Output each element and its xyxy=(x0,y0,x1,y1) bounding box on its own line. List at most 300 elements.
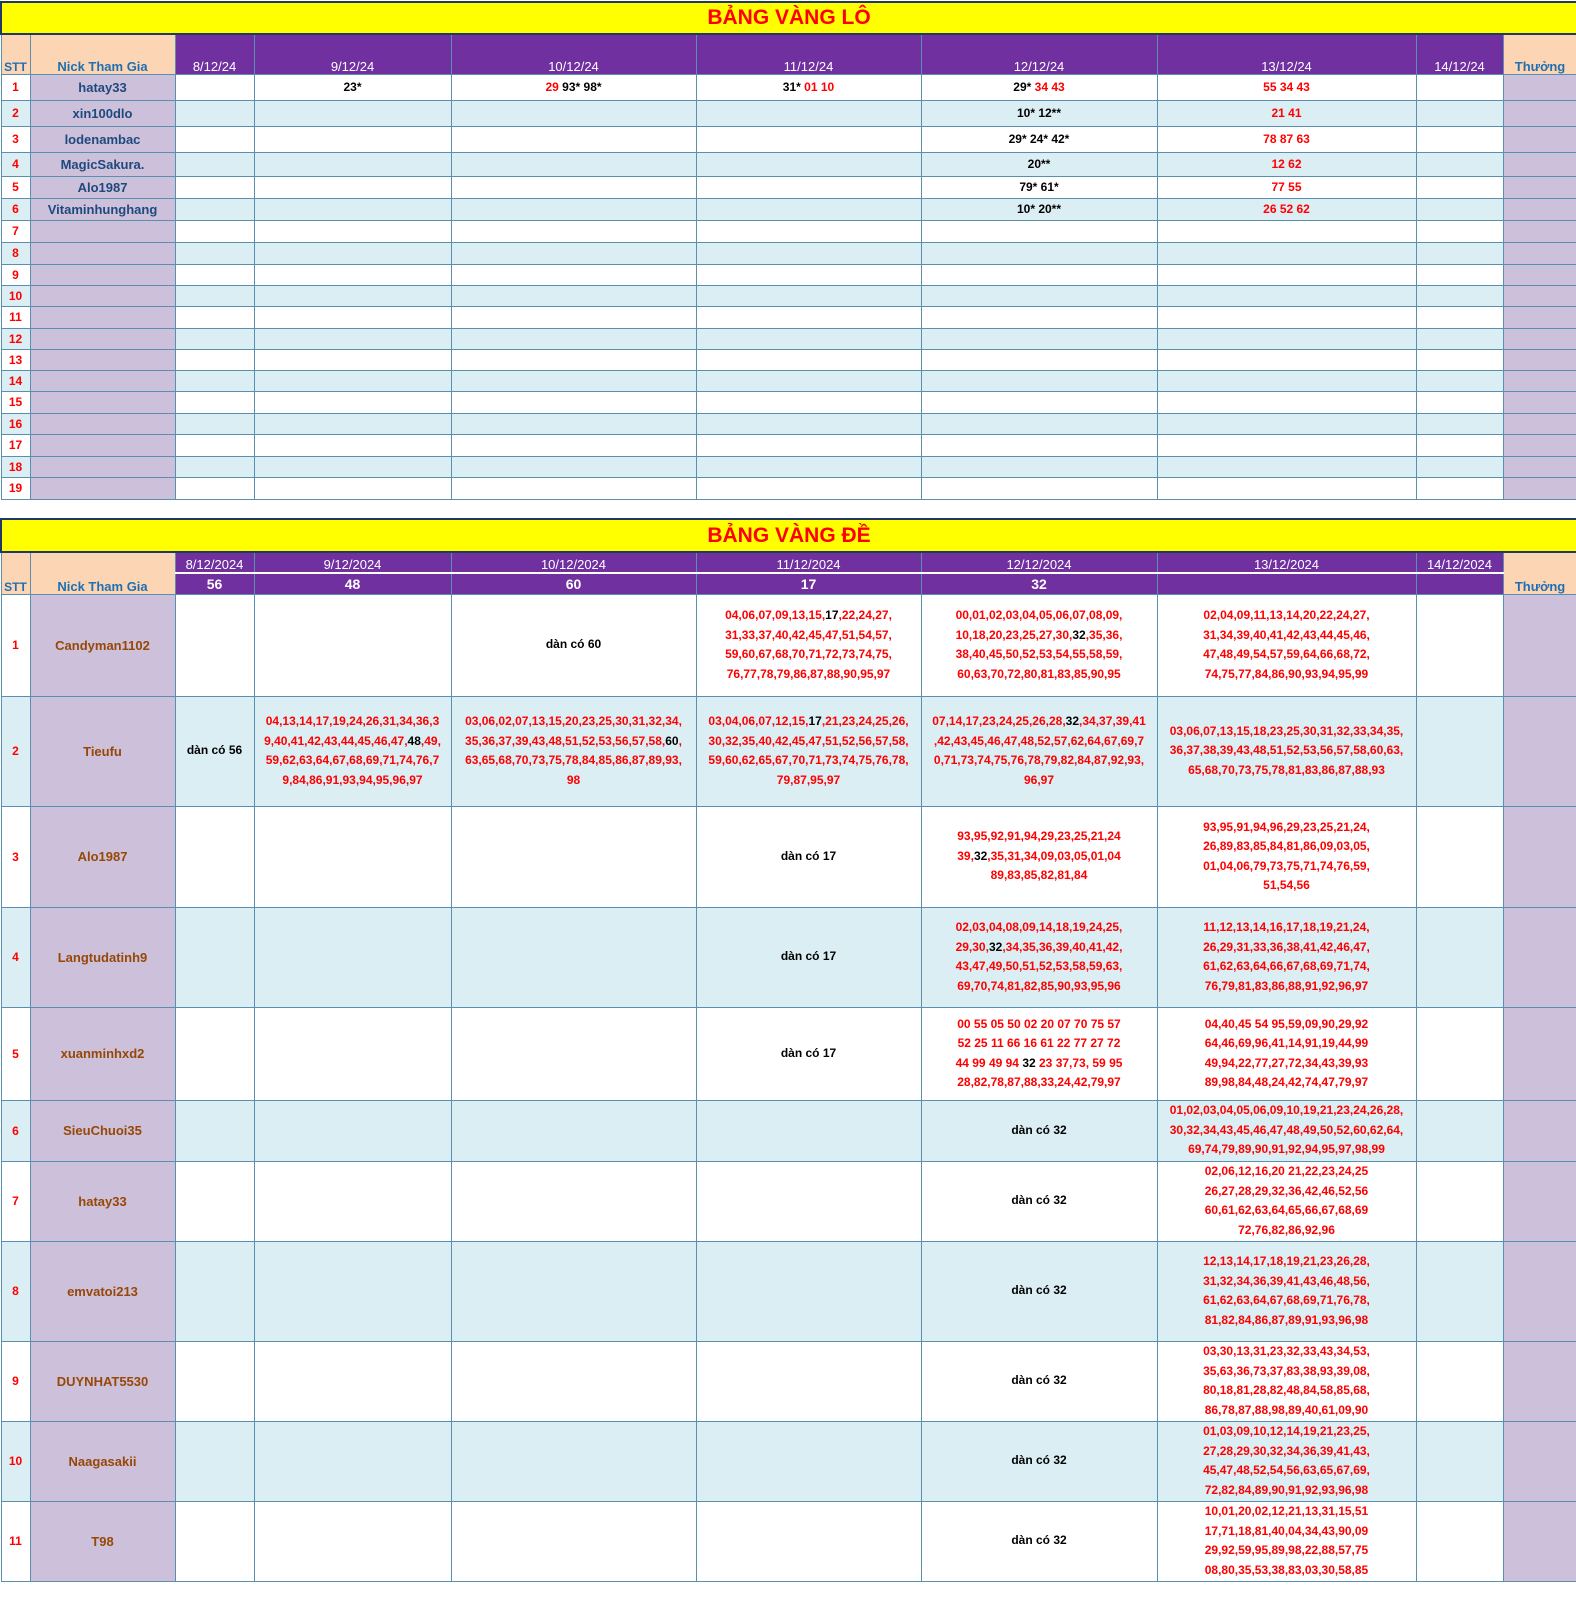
thuong-cell xyxy=(1503,349,1576,370)
thuong-cell xyxy=(1503,198,1576,220)
entry-cell xyxy=(451,126,696,152)
table-row xyxy=(1,1100,1576,1161)
entry-cell xyxy=(451,413,696,434)
entry-cell xyxy=(696,220,921,242)
entry-cell xyxy=(1157,1161,1416,1241)
cell-text: 81,82,84,86,87,89,91,93,96,98 xyxy=(1204,1312,1369,1327)
cell-text: 01,03,09,10,12,14,19,21,23,25, xyxy=(1203,1424,1370,1438)
entry-cell xyxy=(1157,152,1416,176)
cell-text: 04,40,45 54 95,59,09,90,29,92 xyxy=(1204,1016,1369,1031)
cell-text: 32 xyxy=(1072,627,1086,642)
entry-cell xyxy=(1157,806,1416,907)
entry-cell xyxy=(1157,306,1416,328)
entry-cell xyxy=(451,306,696,328)
entry-cell xyxy=(696,1100,921,1161)
entry-cell xyxy=(254,349,451,370)
entry-cell xyxy=(451,74,696,100)
entry-cell xyxy=(451,1341,696,1421)
entry-cell xyxy=(696,1007,921,1100)
cell-text: 02,04,09,11,13,14,20,22,24,27, xyxy=(1203,608,1370,622)
thuong-cell xyxy=(1503,285,1576,306)
nick-cell: T98 xyxy=(30,1501,175,1581)
entry-cell xyxy=(254,242,451,264)
cell-text: 47,48,49,54,57,59,64,66,68,72, xyxy=(1203,647,1370,661)
nick-cell xyxy=(30,349,175,370)
entry-cell xyxy=(1416,1161,1503,1241)
table-row xyxy=(1,1007,1576,1100)
entry-cell xyxy=(921,1241,1157,1341)
stt-cell: 10 xyxy=(1,1421,30,1501)
cell-text: 17 xyxy=(808,714,822,728)
stt-cell: 1 xyxy=(1,74,30,100)
stt-cell: 11 xyxy=(1,306,30,328)
entry-cell xyxy=(254,152,451,176)
table-row xyxy=(1,391,1576,413)
cell-text: dàn có 32 xyxy=(1011,1283,1067,1298)
thuong-cell xyxy=(1503,264,1576,285)
entry-cell xyxy=(254,1341,451,1421)
result-value: 32 xyxy=(921,573,1157,594)
cell-text: 9,84,86,91,93,94,95,96,97 xyxy=(282,772,423,787)
thuong-cell xyxy=(1503,1421,1576,1501)
nick-cell xyxy=(30,242,175,264)
entry-cell xyxy=(175,126,254,152)
nick-cell: Langtudatinh9 xyxy=(30,907,175,1007)
cell-text: 93,95,92,91,94,29,23,25,21,24 xyxy=(957,829,1121,844)
nick-header: Nick Tham Gia xyxy=(30,34,175,74)
nick-cell: DUYNHAT5530 xyxy=(30,1341,175,1421)
entry-cell xyxy=(1416,306,1503,328)
nick-cell: lodenambac xyxy=(30,126,175,152)
de-table xyxy=(0,518,1576,1582)
cell-text: 29,92,59,95,89,98,22,88,57,75 xyxy=(1204,1543,1369,1557)
cell-text: 04,13,14,17,19,24,26,31,34,36,3 xyxy=(265,714,440,728)
date-header: 11/12/2024 xyxy=(696,552,921,573)
entry-cell xyxy=(1157,74,1416,100)
entry-cell xyxy=(175,152,254,176)
entry-cell xyxy=(1157,285,1416,306)
stt-cell: 4 xyxy=(1,907,30,1007)
cell-text: 36,37,38,39,43,48,51,52,53,56,57,58,60,63, xyxy=(1169,743,1404,758)
entry-cell xyxy=(254,477,451,499)
cell-text: 28,82,78,87,88,33,24,42,79,97 xyxy=(957,1075,1121,1089)
cell-text: 10* 20** xyxy=(1016,202,1062,216)
table-row xyxy=(1,370,1576,391)
date-header: 10/12/2024 xyxy=(451,552,696,573)
table-row xyxy=(1,152,1576,176)
cell-text: dàn có 32 xyxy=(1011,1533,1067,1548)
entry-cell xyxy=(254,264,451,285)
entry-cell xyxy=(175,349,254,370)
cell-text: 78 87 63 xyxy=(1263,132,1310,146)
entry-cell xyxy=(451,1161,696,1241)
cell-text: 77 55 xyxy=(1271,180,1302,194)
thuong-cell xyxy=(1503,176,1576,198)
entry-cell xyxy=(451,907,696,1007)
nick-cell xyxy=(30,413,175,434)
table-row xyxy=(1,74,1576,100)
entry-cell xyxy=(1416,1241,1503,1341)
cell-text: 00,01,02,03,04,05,06,07,08,09, xyxy=(955,608,1123,622)
entry-cell xyxy=(921,285,1157,306)
entry-cell xyxy=(1157,1241,1416,1341)
date-header: 10/12/24 xyxy=(451,34,696,74)
cell-text: dàn có 17 xyxy=(780,1045,837,1060)
entry-cell xyxy=(175,370,254,391)
entry-cell xyxy=(921,242,1157,264)
cell-text: 59,60,62,65,67,70,71,73,74,75,76,78, xyxy=(708,753,909,767)
nick-cell: MagicSakura. xyxy=(30,152,175,176)
entry-cell xyxy=(1157,907,1416,1007)
cell-text: 21 41 xyxy=(1271,106,1302,120)
cell-text: dàn có 56 xyxy=(186,743,243,758)
nick-cell: Alo1987 xyxy=(30,806,175,907)
cell-text: dàn có 60 xyxy=(545,637,602,652)
entry-cell xyxy=(451,370,696,391)
entry-cell xyxy=(1157,176,1416,198)
table-row xyxy=(1,456,1576,477)
date-header: 8/12/24 xyxy=(175,34,254,74)
cell-text: 01,02,03,04,05,06,09,10,19,21,23,24,26,28, xyxy=(1169,1103,1404,1118)
nick-cell xyxy=(30,306,175,328)
entry-cell xyxy=(451,1241,696,1341)
cell-text: 32 xyxy=(1022,1055,1036,1070)
entry-cell xyxy=(1416,434,1503,456)
entry-cell xyxy=(921,434,1157,456)
thuong-cell xyxy=(1503,1501,1576,1581)
de-title: BẢNG VÀNG ĐỀ xyxy=(1,519,1576,552)
cell-text: 03,06,07,13,15,18,23,25,30,31,32,33,34,35, xyxy=(1169,723,1404,738)
table-row xyxy=(1,434,1576,456)
cell-text: 0,71,73,74,75,76,78,79,82,84,87,92,93, xyxy=(933,753,1145,767)
cell-text: 07,14,17,23,24,25,26,28, xyxy=(932,714,1066,728)
entry-cell xyxy=(175,1341,254,1421)
table-row xyxy=(1,198,1576,220)
cell-text: 29* xyxy=(1013,80,1032,94)
cell-text: 59,60,67,68,70,71,72,73,74,75, xyxy=(725,647,892,661)
entry-cell xyxy=(451,696,696,806)
table-row xyxy=(1,264,1576,285)
lo-table xyxy=(0,1,1576,500)
entry-cell xyxy=(921,477,1157,499)
cell-text: 04,06,07,09,13,15, xyxy=(725,608,826,622)
thuong-cell xyxy=(1503,306,1576,328)
entry-cell xyxy=(175,1501,254,1581)
entry-cell xyxy=(1416,242,1503,264)
stt-cell: 13 xyxy=(1,349,30,370)
cell-text: ,34,37,39,41 xyxy=(1079,714,1146,728)
entry-cell xyxy=(175,434,254,456)
entry-cell xyxy=(175,220,254,242)
nick-cell: Tieufu xyxy=(30,696,175,806)
cell-text: 65,68,70,73,75,78,81,83,86,87,88,93 xyxy=(1188,762,1385,777)
nick-cell: Alo1987 xyxy=(30,176,175,198)
entry-cell xyxy=(254,285,451,306)
nick-cell: Candyman1102 xyxy=(30,594,175,696)
stt-header: STT xyxy=(1,552,30,594)
entry-cell xyxy=(921,413,1157,434)
entry-cell xyxy=(1416,1421,1503,1501)
entry-cell xyxy=(1416,370,1503,391)
stt-cell: 18 xyxy=(1,456,30,477)
entry-cell xyxy=(451,349,696,370)
entry-cell xyxy=(1416,696,1503,806)
entry-cell xyxy=(921,152,1157,176)
thuong-cell xyxy=(1503,242,1576,264)
cell-text: 89,83,85,82,81,84 xyxy=(990,868,1088,883)
entry-cell xyxy=(254,907,451,1007)
entry-cell xyxy=(451,220,696,242)
entry-cell xyxy=(451,198,696,220)
thuong-cell xyxy=(1503,456,1576,477)
cell-text: 27,28,29,30,32,34,36,39,41,43, xyxy=(1203,1443,1370,1458)
table-row xyxy=(1,100,1576,126)
cell-text: 96,97 xyxy=(1023,772,1055,787)
cell-text: ,35,31,34,09,03,05,01,04 xyxy=(987,848,1121,863)
thuong-cell xyxy=(1503,100,1576,126)
cell-text: 29* 24* 42* xyxy=(1008,132,1070,146)
entry-cell xyxy=(1157,198,1416,220)
entry-cell xyxy=(451,176,696,198)
lo-title: BẢNG VÀNG LÔ xyxy=(1,2,1576,34)
entry-cell xyxy=(696,806,921,907)
cell-text: dàn có 32 xyxy=(1011,1373,1067,1388)
cell-text: 11,12,13,14,16,17,18,19,21,24, xyxy=(1203,920,1370,934)
entry-cell xyxy=(921,594,1157,696)
cell-text: 60,61,62,63,64,65,66,67,68,69 xyxy=(1204,1203,1369,1217)
cell-text: 00 55 05 50 02 20 07 70 75 57 xyxy=(957,1016,1121,1031)
entry-cell xyxy=(921,806,1157,907)
stt-cell: 10 xyxy=(1,285,30,306)
thuong-header: Thưởng xyxy=(1503,34,1576,74)
entry-cell xyxy=(254,806,451,907)
nick-header: Nick Tham Gia xyxy=(30,552,175,594)
entry-cell xyxy=(254,198,451,220)
entry-cell xyxy=(696,391,921,413)
entry-cell xyxy=(451,100,696,126)
entry-cell xyxy=(175,413,254,434)
stt-header: STT xyxy=(1,34,30,74)
entry-cell xyxy=(451,152,696,176)
cell-text: 12,13,14,17,18,19,21,23,26,28, xyxy=(1203,1254,1370,1268)
entry-cell xyxy=(1416,264,1503,285)
entry-cell xyxy=(921,391,1157,413)
cell-text: 30,32,35,40,42,45,47,51,52,56,57,58, xyxy=(708,733,909,748)
entry-cell xyxy=(1416,391,1503,413)
cell-text: 26,27,28,29,32,36,42,46,52,56 xyxy=(1204,1183,1369,1198)
entry-cell xyxy=(696,434,921,456)
entry-cell xyxy=(1157,1007,1416,1100)
cell-text: 35,36,37,39,43,48,51,52,53,56,57,58, xyxy=(465,733,666,748)
cell-text: 39, xyxy=(957,848,974,863)
entry-cell xyxy=(921,198,1157,220)
entry-cell xyxy=(1416,456,1503,477)
thuong-cell xyxy=(1503,391,1576,413)
cell-text: 86,78,87,88,98,89,40,61,09,90 xyxy=(1204,1402,1369,1417)
entry-cell xyxy=(175,907,254,1007)
entry-cell xyxy=(921,74,1157,100)
cell-text: ,34,35,36,39,40,41,42, xyxy=(1002,939,1123,954)
nick-cell xyxy=(30,370,175,391)
cell-text: 51,54,56 xyxy=(1263,878,1310,892)
entry-cell xyxy=(696,1341,921,1421)
entry-cell xyxy=(1416,907,1503,1007)
thuong-cell xyxy=(1503,152,1576,176)
entry-cell xyxy=(1416,413,1503,434)
entry-cell xyxy=(254,100,451,126)
entry-cell xyxy=(175,594,254,696)
table-row xyxy=(1,594,1576,696)
cell-text: 93,95,91,94,96,29,23,25,21,24, xyxy=(1203,819,1370,834)
entry-cell xyxy=(175,176,254,198)
stt-cell: 11 xyxy=(1,1501,30,1581)
cell-text: ,21,23,24,25,26, xyxy=(821,714,909,728)
entry-cell xyxy=(921,907,1157,1007)
entry-cell xyxy=(451,1421,696,1501)
cell-text: 79,87,95,97 xyxy=(776,772,841,787)
thuong-cell xyxy=(1503,806,1576,907)
stt-cell: 9 xyxy=(1,264,30,285)
cell-text: 23 37,73, 59 95 xyxy=(1035,1055,1123,1070)
entry-cell xyxy=(254,306,451,328)
stt-cell: 15 xyxy=(1,391,30,413)
nick-cell xyxy=(30,477,175,499)
cell-text: 61,62,63,64,66,67,68,69,71,74, xyxy=(1203,959,1370,973)
table-row xyxy=(1,806,1576,907)
cell-text: 74,75,77,84,86,90,93,94,95,99 xyxy=(1204,666,1369,681)
entry-cell xyxy=(1157,370,1416,391)
stt-cell: 3 xyxy=(1,126,30,152)
entry-cell xyxy=(696,242,921,264)
entry-cell xyxy=(696,100,921,126)
cell-text: 02,03,04,08,09,14,18,19,24,25, xyxy=(955,920,1123,934)
nick-cell xyxy=(30,391,175,413)
entry-cell xyxy=(1416,74,1503,100)
entry-cell xyxy=(1157,434,1416,456)
entry-cell xyxy=(254,220,451,242)
table-row xyxy=(1,696,1576,806)
cell-text: 60,63,70,72,80,81,83,85,90,95 xyxy=(957,666,1121,681)
cell-text: 32 xyxy=(1065,714,1080,728)
entry-cell xyxy=(1416,349,1503,370)
entry-cell xyxy=(1416,285,1503,306)
nick-cell: hatay33 xyxy=(30,1161,175,1241)
cell-text: 34 43 xyxy=(1031,80,1065,94)
entry-cell xyxy=(1416,126,1503,152)
stt-cell: 2 xyxy=(1,696,30,806)
result-value xyxy=(1157,573,1416,594)
cell-text: 93* 98* xyxy=(558,80,602,94)
entry-cell xyxy=(254,1241,451,1341)
cell-text: 17,71,18,81,40,04,34,43,90,09 xyxy=(1204,1523,1369,1538)
entry-cell xyxy=(254,1421,451,1501)
entry-cell xyxy=(451,1007,696,1100)
entry-cell xyxy=(696,264,921,285)
entry-cell xyxy=(1416,594,1503,696)
nick-cell: emvatoi213 xyxy=(30,1241,175,1341)
entry-cell xyxy=(1157,242,1416,264)
entry-cell xyxy=(921,456,1157,477)
cell-text: 69,74,79,89,90,91,92,94,95,97,98,99 xyxy=(1188,1142,1385,1157)
result-value: 17 xyxy=(696,573,921,594)
table-row xyxy=(1,1241,1576,1341)
table-row xyxy=(1,1421,1576,1501)
entry-cell xyxy=(696,328,921,349)
entry-cell xyxy=(175,456,254,477)
cell-text: 44 99 49 94 xyxy=(955,1055,1023,1070)
table-row xyxy=(1,1161,1576,1241)
cell-text: 32 xyxy=(973,848,988,863)
entry-cell xyxy=(1157,100,1416,126)
entry-cell xyxy=(921,264,1157,285)
entry-cell xyxy=(921,349,1157,370)
entry-cell xyxy=(1416,1341,1503,1421)
stt-cell: 8 xyxy=(1,1241,30,1341)
cell-text: 49,94,22,77,27,72,34,43,39,93 xyxy=(1204,1055,1369,1070)
thuong-cell xyxy=(1503,220,1576,242)
cell-text: 76,77,78,79,86,87,88,90,95,97 xyxy=(726,666,891,681)
cell-text: 03,04,06,07,12,15, xyxy=(708,714,809,728)
entry-cell xyxy=(175,806,254,907)
cell-text: 10* 12** xyxy=(1016,106,1062,120)
thuong-cell xyxy=(1503,1161,1576,1241)
thuong-cell xyxy=(1503,696,1576,806)
date-header: 11/12/24 xyxy=(696,34,921,74)
entry-cell xyxy=(1157,696,1416,806)
cell-text: 31* xyxy=(782,80,801,94)
entry-cell xyxy=(696,1241,921,1341)
entry-cell xyxy=(254,594,451,696)
entry-cell xyxy=(175,74,254,100)
date-header: 12/12/24 xyxy=(921,34,1157,74)
entry-cell xyxy=(1416,176,1503,198)
cell-text: 79* 61* xyxy=(1019,180,1059,194)
cell-text: 43,47,49,50,51,52,53,58,59,63, xyxy=(955,959,1123,973)
entry-cell xyxy=(175,1007,254,1100)
entry-cell xyxy=(696,907,921,1007)
cell-text: 69,70,74,81,82,85,90,93,95,96 xyxy=(957,978,1121,993)
thuong-cell xyxy=(1503,370,1576,391)
entry-cell xyxy=(451,1100,696,1161)
cell-text: ,35,36, xyxy=(1085,627,1123,642)
entry-cell xyxy=(1157,1421,1416,1501)
entry-cell xyxy=(1157,264,1416,285)
cell-text: 31,33,37,40,42,45,47,51,54,57, xyxy=(725,627,892,642)
cell-text: dàn có 32 xyxy=(1011,1122,1067,1137)
table-row xyxy=(1,176,1576,198)
entry-cell xyxy=(1416,477,1503,499)
entry-cell xyxy=(696,349,921,370)
entry-cell xyxy=(696,696,921,806)
entry-cell xyxy=(696,413,921,434)
entry-cell xyxy=(696,198,921,220)
cell-text: ,49, xyxy=(420,733,441,748)
cell-text: ,22,24,27, xyxy=(838,608,892,622)
date-header: 14/12/2024 xyxy=(1416,552,1503,573)
stt-cell: 19 xyxy=(1,477,30,499)
cell-text: 60 xyxy=(665,733,679,748)
entry-cell xyxy=(451,434,696,456)
cell-text: 01 10 xyxy=(800,80,835,94)
cell-text: 26,89,83,85,84,81,86,09,03,05, xyxy=(1203,839,1370,853)
cell-text: 10,18,20,23,25,27,30, xyxy=(955,627,1073,642)
result-value xyxy=(1416,573,1503,594)
table-row xyxy=(1,907,1576,1007)
table-row xyxy=(1,477,1576,499)
table-row xyxy=(1,413,1576,434)
entry-cell xyxy=(1157,1100,1416,1161)
entry-cell xyxy=(1416,328,1503,349)
